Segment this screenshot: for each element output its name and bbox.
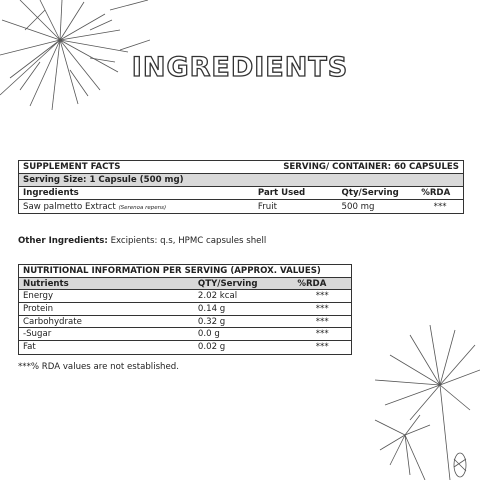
column-header-qty-serving: QTY/Serving [197, 278, 258, 289]
page-title: INGREDIENTS [131, 52, 349, 83]
nutrient-qty: 0.32 g [197, 316, 226, 327]
rda-footnote: ***% RDA values are not established. [18, 362, 179, 372]
nutrient-rda: *** [315, 316, 329, 327]
nutrient-name: Fat [23, 342, 36, 353]
nutrient-name: -Sugar [23, 329, 52, 340]
nutrition-column-header-row [19, 278, 351, 291]
nutrient-rda: *** [315, 329, 329, 340]
nutrient-qty: 0.0 g [197, 329, 220, 340]
saw-palmetto-plant-icon [370, 325, 480, 480]
column-header-nutrients: Nutrients [23, 278, 69, 289]
table-row [19, 328, 351, 341]
ingredient-name [19, 202, 254, 212]
column-header-rda: %RDA [297, 278, 327, 289]
nutrient-name: Protein [23, 303, 54, 314]
serving-size-text: Serving Size: 1 Capsule (500 mg) [23, 175, 184, 185]
nutrient-qty: 0.14 g [197, 303, 226, 314]
ingredient-rda: *** [433, 201, 447, 212]
nutrition-header-row [19, 265, 351, 278]
other-ingredients [18, 236, 266, 246]
column-header-rda: %RDA [421, 188, 451, 198]
ingredient-part-used: Fruit [257, 201, 277, 212]
nutrient-qty: 0.02 g [197, 342, 226, 353]
column-header-qty-serving: Qty/Serving [341, 188, 399, 198]
supplement-facts-table [18, 160, 464, 214]
nutrition-heading: NUTRITIONAL INFORMATION PER SERVING (APPROX. VALUES) [23, 265, 321, 276]
ingredient-latin-name: (Serenoa repens) [118, 204, 167, 211]
serving-size-row [19, 174, 463, 187]
nutrient-name: Carbohydrate [23, 316, 82, 327]
supplement-header-row [19, 161, 463, 174]
ingredient-common-name: Saw palmetto Extract [23, 201, 116, 212]
other-ingredients-value: Excipients: q.s, HPMC capsules shell [110, 236, 267, 246]
nutrient-name: Energy [23, 291, 54, 302]
nutrient-qty: 2.02 kcal [197, 291, 238, 302]
table-row [19, 316, 351, 329]
nutrient-rda: *** [315, 342, 329, 353]
ingredient-qty: 500 mg [341, 201, 375, 212]
table-row [19, 290, 351, 303]
nutrient-rda: *** [315, 291, 329, 302]
serving-container-heading: SERVING/ CONTAINER: 60 CAPSULES [283, 162, 459, 172]
nutrient-rda: *** [315, 303, 329, 314]
nutrition-table [18, 264, 352, 355]
other-ingredients-label: Other Ingredients: [18, 236, 108, 246]
supplement-column-header-row [19, 187, 463, 200]
table-row [19, 200, 463, 213]
column-header-ingredients: Ingredients [23, 188, 79, 198]
supplement-facts-heading: SUPPLEMENT FACTS [23, 162, 121, 172]
column-header-part-used: Part Used [257, 188, 306, 198]
table-row [19, 303, 351, 316]
table-row [19, 341, 351, 354]
